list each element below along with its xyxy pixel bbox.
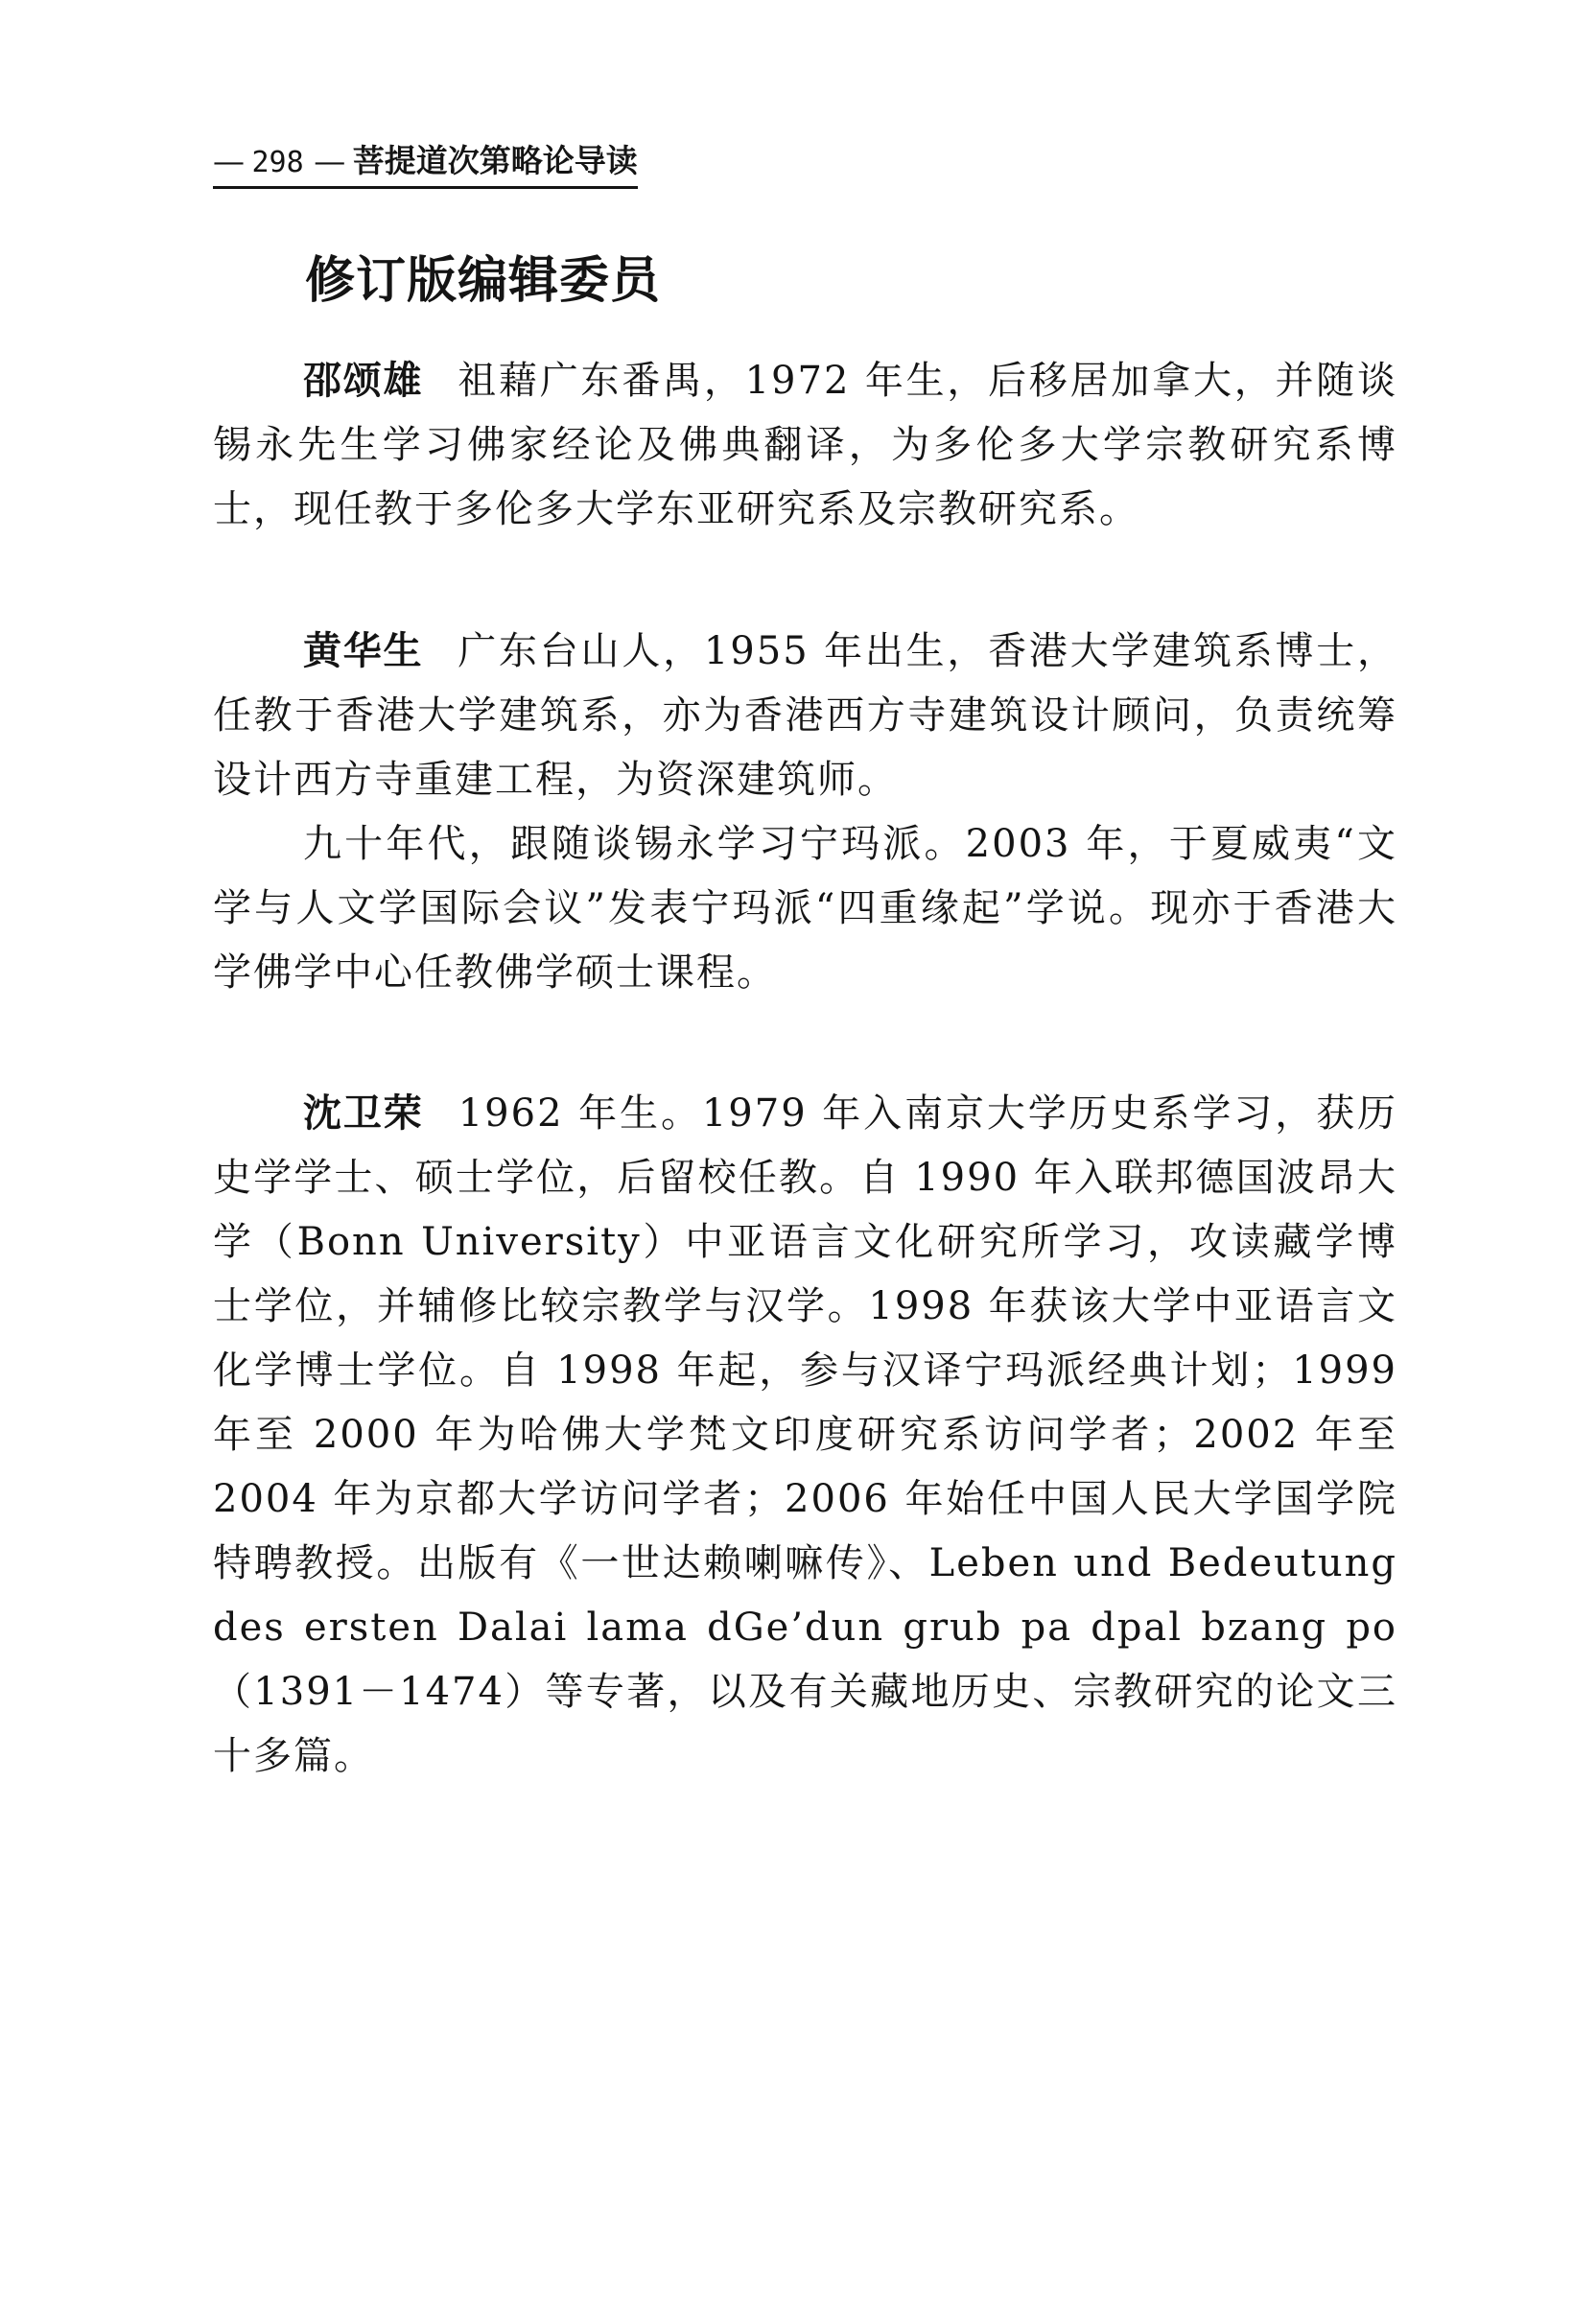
editor-entry-shao [213, 349, 1397, 542]
entry-paragraph [213, 812, 1397, 1005]
entry-text: 九十年代，跟随谈锡永学习宁玛派。2003 年，于夏威夷“文学与人文学国际会议”发表宁玛派“四重缘起”学说。现亦于香港大学佛学中心任教佛学硕士课程。 [213, 822, 1397, 995]
page-number: 298 [251, 146, 304, 179]
editor-name: 沈卫荣 [303, 1091, 424, 1136]
editor-name: 黄华生 [303, 629, 424, 673]
section-title: 修订版编辑委员 [305, 252, 662, 310]
running-header [213, 140, 638, 189]
header-dash-right: — [314, 142, 346, 179]
entry-paragraph [213, 620, 1397, 812]
entry-paragraph [213, 1082, 1397, 1789]
editor-name: 邵颂雄 [303, 359, 424, 403]
entry-paragraph [213, 349, 1397, 542]
book-title: 菩提道次第略论导读 [352, 142, 638, 179]
entry-text: 广东台山人，1955 年出生，香港大学建筑系博士，任教于香港大学建筑系，亦为香港西方寺建筑设计顾问，负责统筹设计西方寺重建工程，为资深建筑师。 [213, 629, 1397, 802]
entry-text: 1962 年生。1979 年入南京大学历史系学习，获历史学学士、硕士学位，后留校任教。自 1990 年入联邦德国波昂大学（Bonn University）中亚语言文化研究所学习，攻读藏学博士学位，并辅修比较宗教学与汉学。1998 年获该大学中亚语言文化学博士学位。自 1998 年起，参与汉译宁玛派经典计划；1999 年至 2000 年为哈佛大学梵文印度研究系访问学者；2002 年至 2004 年为京都大学访问学者；2006 年始任中国人民大学国学院特聘教授。出版有《一世达赖喇嘛传》、Leben und Bedeutung des ersten Dalai lama dGe’dun grub pa dpal bzang po（1391－1474）等专著，以及有关藏地历史、宗教研究的论文三十多篇。 [213, 1091, 1398, 1778]
editor-entry-huang [213, 620, 1397, 1005]
editor-entry-shen [213, 1082, 1397, 1789]
entry-text: 祖藉广东番禺，1972 年生，后移居加拿大，并随谈锡永先生学习佛家经论及佛典翻译，为多伦多大学宗教研究系博士，现任教于多伦多大学东亚研究系及宗教研究系。 [213, 359, 1397, 531]
header-dash-left: — [213, 142, 245, 179]
